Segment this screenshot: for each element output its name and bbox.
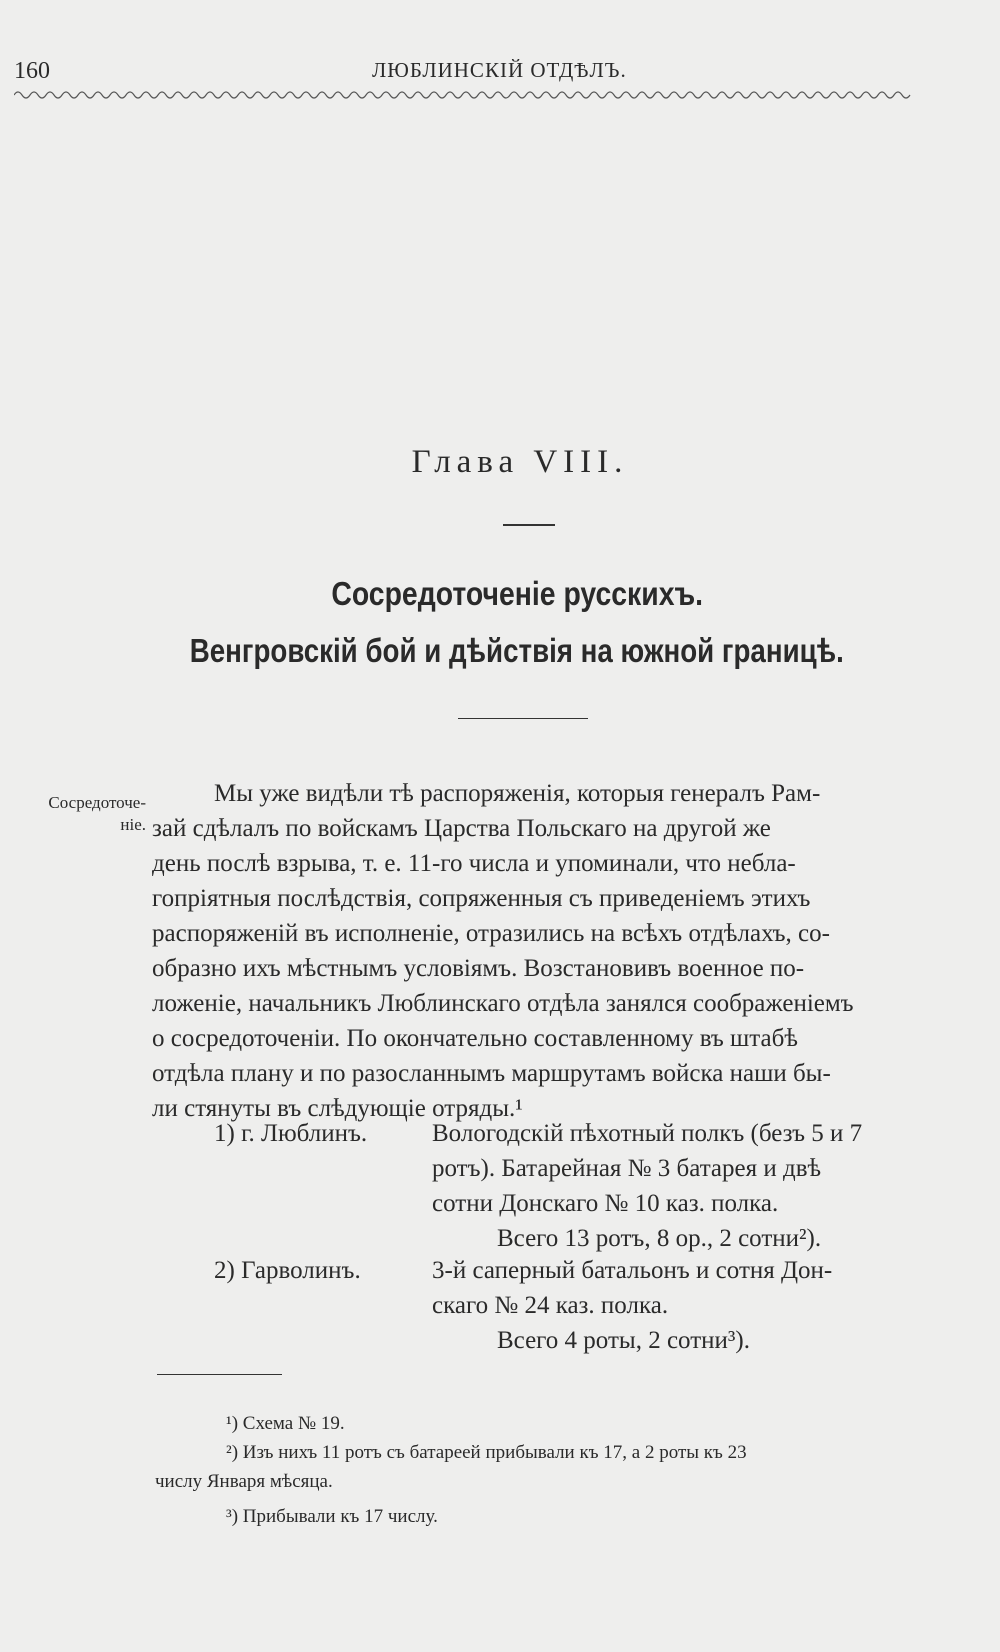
margin-note: Сосредоточе-ніе.	[48, 793, 146, 834]
detachment-line: 3-й саперный батальонъ и сотня Дон-	[432, 1257, 833, 1284]
chapter-title-line2: Венгровскій бой и дѣйствія на южной границѣ.	[189, 632, 844, 669]
detachment-line: Вологодскій пѣхотный полкъ (безъ 5 и 7	[432, 1120, 863, 1147]
paragraph-line: ли стянуты въ слѣдующіе отряды.¹	[152, 1095, 523, 1122]
chapter-rule	[503, 524, 555, 526]
running-title: ЛЮБЛИНСКІЙ ОТДѢЛЪ.	[372, 58, 627, 82]
paragraph-line: о сосредоточеніи. По окончательно составленному въ штабѣ	[152, 1025, 798, 1052]
footnote-continuation: числу Января мѣсяца.	[155, 1471, 333, 1492]
footnote: ¹) Схема № 19.	[226, 1413, 345, 1434]
footnote: ³) Прибывали къ 17 числу.	[226, 1506, 438, 1527]
detachment-line: ротъ). Батарейная № 3 батарея и двѣ	[432, 1155, 822, 1182]
paragraph-line: Мы уже видѣли тѣ распоряженія, которыя генералъ Рам-	[214, 780, 821, 807]
paragraph-line: ложеніе, начальникъ Люблинскаго отдѣла занялся соображеніемъ	[152, 990, 854, 1017]
detachment-total: Всего 13 ротъ, 8 ор., 2 сотни²).	[497, 1225, 822, 1252]
title-rule	[458, 718, 588, 719]
footnote: ²) Изъ нихъ 11 ротъ съ батареей прибывали къ 17, а 2 роты къ 23	[226, 1442, 747, 1463]
paragraph-line: день послѣ взрыва, т. е. 11-го числа и упоминали, что небла-	[152, 850, 796, 877]
detachment-place: 1) г. Люблинъ.	[214, 1120, 368, 1147]
paragraph-line: гопріятныя послѣдствія, сопряженныя съ приведеніемъ этихъ	[152, 885, 811, 912]
detachment-place: 2) Гарволинъ.	[214, 1257, 361, 1284]
wavy-header-rule	[14, 88, 912, 102]
paragraph-line: зай сдѣлалъ по войскамъ Царства Польскаго на другой же	[152, 815, 771, 842]
page-number: 160	[14, 58, 50, 84]
paragraph-line: распоряженій въ исполненіе, отразились на всѣхъ отдѣлахъ, со-	[152, 920, 830, 947]
footnote-rule	[157, 1374, 282, 1375]
detachment-total: Всего 4 роты, 2 сотни³).	[497, 1327, 750, 1354]
detachment-line: скаго № 24 каз. полка.	[432, 1292, 669, 1319]
detachment-line: сотни Донскаго № 10 каз. полка.	[432, 1190, 779, 1217]
paragraph-line: отдѣла плану и по разосланнымъ маршрутамъ войска наши бы-	[152, 1060, 831, 1087]
paragraph-line: образно ихъ мѣстнымъ условіямъ. Возстановивъ военное по-	[152, 955, 805, 982]
chapter-title-line1: Сосредоточеніе русскихъ.	[331, 575, 704, 612]
chapter-number: Глава VIII.	[411, 444, 629, 480]
